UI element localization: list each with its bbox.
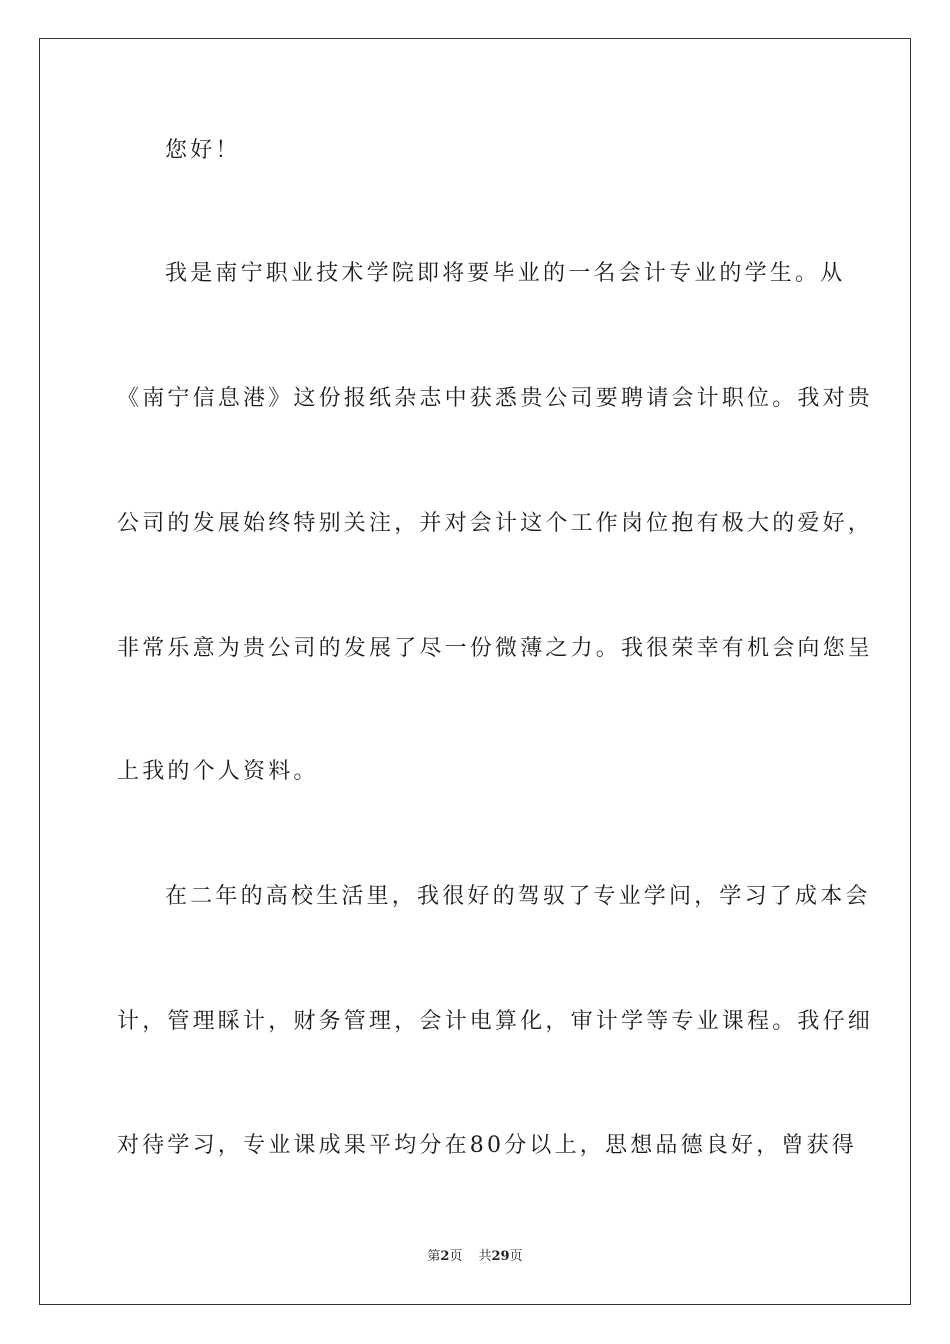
footer-page-prefix: 第 [427, 1249, 441, 1264]
paragraph-2-line-1: 在二年的高校生活里，我很好的驾驭了专业学问，学习了成本会 [165, 884, 871, 909]
paragraph-2-line-2: 计，管理睬计，财务管理，会计电算化，审计学等专业课程。我仔细 [117, 1009, 874, 1034]
footer-total-pages: 29 [491, 1249, 510, 1264]
paragraph-1-line-5: 上我的个人资料。 [117, 759, 319, 784]
footer-page-suffix: 页 [449, 1249, 463, 1264]
paragraph-1-line-1: 我是南宁职业技术学院即将要毕业的一名会计专业的学生。从 [165, 261, 846, 286]
paragraph-2-line-3: 对待学习，专业课成果平均分在80分以上，思想品德良好，曾获得 [117, 1133, 857, 1158]
footer-total-suffix: 页 [509, 1249, 523, 1264]
paragraph-1-line-4: 非常乐意为贵公司的发展了尽一份微薄之力。我很荣幸有机会向您呈 [117, 636, 874, 661]
paragraph-1-line-2: 《南宁信息港》这份报纸杂志中获悉贵公司要聘请会计职位。我对贵 [117, 386, 874, 411]
footer-page-number: 2 [440, 1249, 450, 1264]
page-footer [0, 1248, 950, 1266]
greeting-line: 您好！ [165, 138, 241, 163]
page-border [39, 38, 911, 1305]
footer-total-prefix: 共 [478, 1249, 492, 1264]
paragraph-1-line-3: 公司的发展始终特别关注，并对会计这个工作岗位抱有极大的爱好， [117, 511, 874, 536]
